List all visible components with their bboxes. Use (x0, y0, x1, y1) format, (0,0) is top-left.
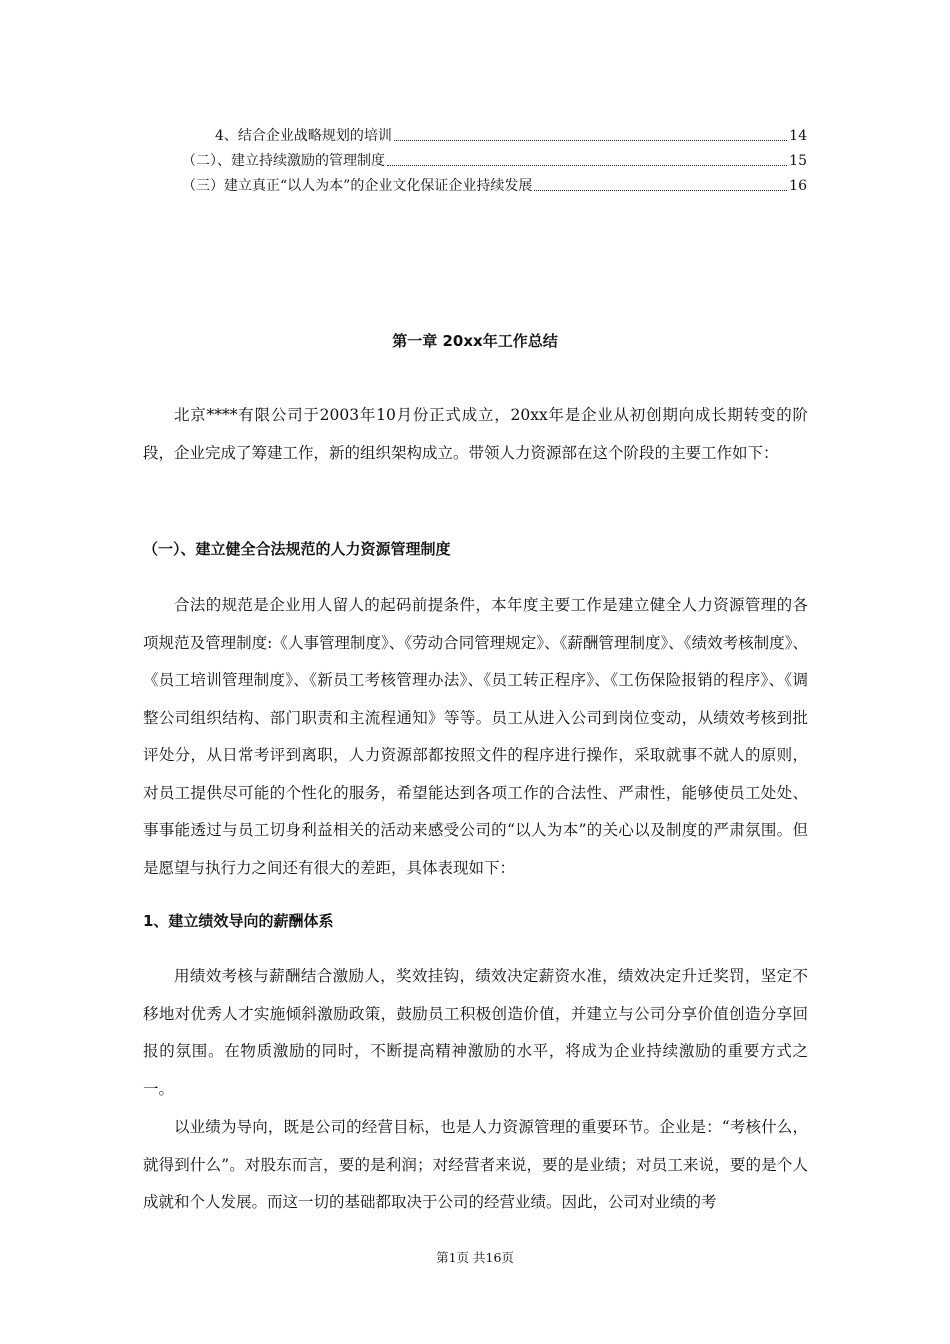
toc-entry-title: （三）建立真正“以人为本”的企业文化保证企业持续发展 (182, 178, 533, 194)
section-paragraph: 合法的规范是企业用人留人的起码前提条件，本年度主要工作是建立健全人力资源管理的各项规范及管理制度:《人事管理制度》、《劳动合同管理规定》、《薪酬管理制度》、《绩效考核制度》、《员工培训管理制度》、《新员工考核管理办法》、《员工转正程序》、《工伤保险报销的程序》、《调整公司组织结构、部门职责和主流程通知》等等。员工从进入公司到岗位变动，从绩效考核到批评处分，从日常考评到离职，人力资源部都按照文件的程序进行操作，采取就事不就人的原则，对员工提供尽可能的个性化的服务，希望能达到各项工作的合法性、严肃性，能够使员工处处、事事能透过与员工切身利益相关的活动来感受公司的“以人为本”的关心以及制度的严肃氛围。但是愿望与执行力之间还有很大的差距，具体表现如下： (143, 596, 808, 877)
toc-entry-page: 14 (789, 128, 807, 144)
subsection-paragraph: 以业绩为导向，既是公司的经营目标，也是人力资源管理的重要环节。企业是：“考核什么，就得到什么”。对股东而言，要的是利润；对经营者来说，要的是业绩；对员工来说，要的是个人成就和个人发展。而这一切的基础都取决于公司的经营业绩。因此，公司对业绩的考 (143, 1118, 808, 1211)
toc-entry-title: （二）、建立持续激励的管理制度 (182, 153, 385, 169)
toc-entry-page: 16 (789, 178, 807, 194)
section-heading: （一）、建立健全合法规范的人力资源管理制度 (143, 540, 451, 558)
chapter-title: 第一章 20xx年工作总结 (392, 332, 558, 350)
toc-dot-leader (394, 140, 787, 141)
page-footer: 第1页 共16页 (436, 1250, 514, 1265)
toc-entry[interactable] (215, 125, 807, 147)
toc-entry-page: 15 (789, 153, 807, 169)
toc-dot-leader (387, 165, 787, 166)
intro-paragraph: 北京****有限公司于2003年10月份正式成立，20xx年是企业从初创期向成长期转变的阶段，企业完成了筹建工作，新的组织架构成立。带领人力资源部在这个阶段的主要工作如下： (143, 406, 808, 462)
subsection-paragraph: 用绩效考核与薪酬结合激励人，奖效挂钩，绩效决定薪资水准，绩效决定升迁奖罚，坚定不移地对优秀人才实施倾斜激励政策，鼓励员工积极创造价值，并建立与公司分享价值创造分享回报的氛围。在物质激励的同时，不断提高精神激励的水平，将成为企业持续激励的重要方式之一。 (143, 967, 808, 1098)
subsection-heading: 1、建立绩效导向的薪酬体系 (143, 912, 334, 930)
toc-entry-title: 4、结合企业战略规划的培训 (215, 128, 392, 144)
toc-entry[interactable] (182, 150, 807, 172)
toc-dot-leader (534, 190, 787, 191)
toc-entry[interactable] (182, 175, 807, 197)
